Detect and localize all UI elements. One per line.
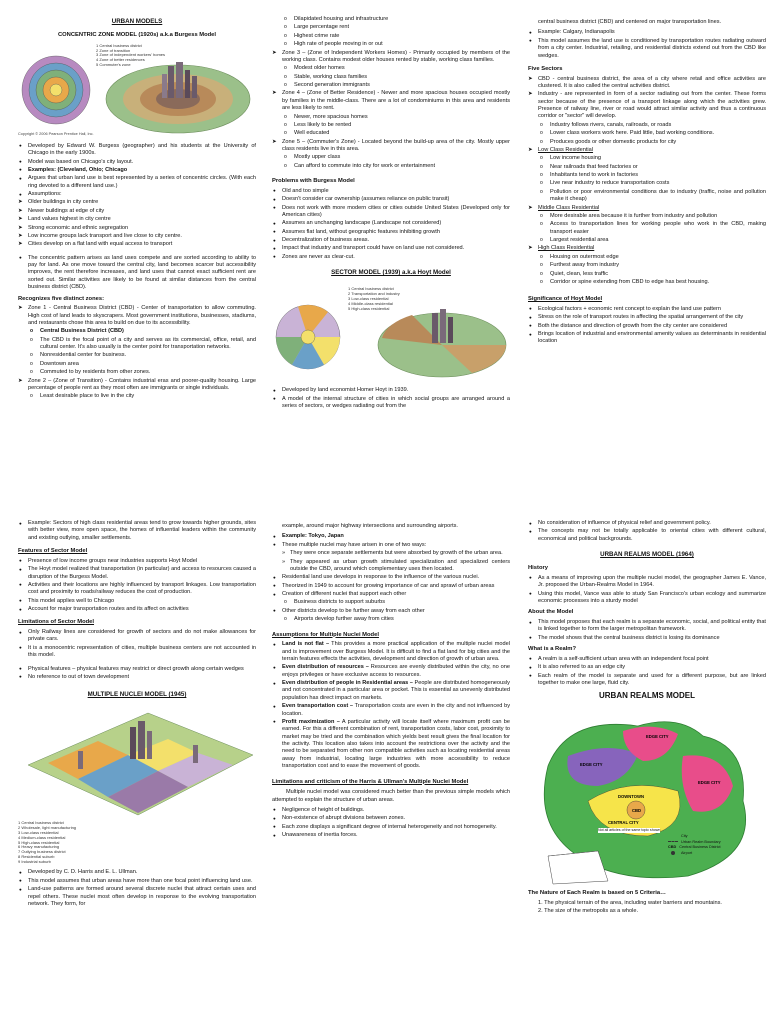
list-item: ● The model shows that the central business district is losing its dominance: [528, 635, 766, 642]
list-item: ● Land is not flat – This provides a more practical application of the multiple nuclei model and is improvement over Burgess Model. It is difficult to find a flat land for big cities and the terrain features effects the activities, development and direction of growth of urban area.: [272, 641, 510, 663]
list-item: ● Brings location of industrial and environmental amenity values as determinants in residential location: [528, 331, 766, 346]
list-item: ● Old and too simple: [272, 188, 510, 195]
list-item: ● Creation of different nuclei that support each other: [272, 591, 510, 598]
sector-model-heading: SECTOR MODEL (1939) a.k.a Hoyt Model: [331, 269, 451, 277]
five-sectors-heading: Five Sectors: [528, 65, 563, 72]
list-item: ● This model assumes the land use is conditioned by transportation routes radiating outward from a city center. Industrial, retailing, and residential districts extend out from the CBD like wedges.: [528, 38, 766, 60]
zone-3: ➤ Zone 3 – (Zone of Independent Workers Homes) - Primarily occupied by members of the working class. Contains modest older houses rented by stable, working class families.: [272, 50, 510, 65]
list-item: ● Even transportation cost – Transportation costs are even in the city and not influenced by location.: [272, 703, 510, 718]
sector-info: [528, 29, 766, 60]
list-item: » They appeared as urban growth stimulated specialization and specialized centers outside the CBD, around which complementary uses then located.: [280, 559, 510, 574]
legend-item: CBD Central Business District: [668, 845, 721, 850]
legend-item: 2 Transportation and industry: [348, 291, 400, 297]
list-item: ➤ Low income groups lack transport and live close to city centre.: [18, 233, 256, 240]
urban-realms-figure-title: URBAN REALMS MODEL: [599, 691, 695, 701]
legend-item: 2 Zone of transition: [96, 47, 131, 53]
list-item: o Less likely to be rented: [272, 122, 510, 129]
list-item: ● Developed by Edward W. Burgess (geographer) and his students at the University of Chicago in the early 1900s.: [18, 143, 256, 158]
list-item: ● Profit maximization – A particular activity will locate itself where maximum profit can be earned. For this a different combination of rent, transportation costs, labor cost, proximity to market may be tried and the combination which yields best result gives the final location for the activity. This location also takes into account the restrictions over the activity and the need to be separated from other non compatible activities such as locating residential areas away from industrial, locating large industries with more accessibility to reduce transportation cost and to ease the movement of goods.: [272, 719, 510, 771]
sector-high-class: ➤ High Class Residential: [528, 245, 766, 252]
page1-column-1: [18, 16, 256, 506]
page1-column-3: [528, 16, 766, 506]
list-item: » They were once separate settlements but were absorbed by growth of the urban area.: [280, 550, 510, 557]
list-item: ● Theorized in 1949 to account for growing importance of car and sprawl of urban areas: [272, 583, 510, 590]
page-2: [0, 512, 768, 1024]
list-item: o Largest residential area: [528, 237, 766, 244]
list-item: ● Unawareness of inertia forces.: [272, 832, 510, 839]
list-item: o Housing on outermost edge: [528, 254, 766, 261]
sector-industry: ➤ Industry - are represented in form of a sector radiating out from the center. These forms sector because of the presence of a transport linkage along which the activities grew. Presence of railway line, river or road would attract similar activity and thus a continuous corridor or "sector" will develop.: [528, 91, 766, 121]
list-item: o Business districts to support suburbs: [272, 599, 510, 606]
list-item: o Quiet, clean, less traffic: [528, 271, 766, 278]
list-item: o Pollution or poor environmental conditions due to industry (traffic, noise and pollution make it cheap): [528, 189, 766, 204]
legend-item: 4 Middle-class residential: [348, 300, 393, 306]
zone-5: ➤ Zone 5 – (Commuter's Zone) - Located beyond the build-up area of the city. Mostly upper class residents live in this area.: [272, 139, 510, 154]
list-item: ● This model proposes that each realm is a separate economic, social, and political entity that is linked together to form the larger metropolitan framework.: [528, 619, 766, 634]
list-item: ● Land-use patterns are formed around several discrete nuclei that attract certain uses and repel others. These nuclei most often develop in response to the evolving transportation network. They form, for: [18, 886, 256, 908]
list-item: o Highest crime rate: [272, 33, 510, 40]
list-item: ● Argues that urban land use is best represented by a series of concentric circles. (With each ring devoted to a different land use.): [18, 175, 256, 190]
list-item: ● No reference to out of town development: [18, 674, 256, 681]
page2-column-1: [18, 520, 256, 1010]
sector-middle-class: ➤ Middle Class Residential: [528, 205, 766, 212]
list-item: ● Presence of low income groups near industries supports Hoyt Model: [18, 558, 256, 565]
multiple-nuclei-heading: MULTIPLE NUCLEI MODEL (1945): [87, 691, 187, 699]
central-city-label: CENTRAL CITY: [608, 819, 639, 825]
significance-heading: Significance of Hoyt Model: [528, 296, 603, 303]
legend-item: 3 Low-class residential: [348, 295, 389, 301]
concentric-zone-figure: [18, 44, 256, 139]
page2-column-2: [272, 520, 510, 1010]
list-item: ● Account for major transportation routes and its affect on activities: [18, 606, 256, 613]
list-item: o Furthest away from industry: [528, 262, 766, 269]
list-item: o Least desirable place to live in the city: [18, 393, 256, 400]
zones-list: [18, 305, 256, 401]
list-item: ● Developed by C. D. Harris and E. L. Ullman.: [18, 869, 256, 876]
list-item: ● Assumes an unchanging landscape (Landscape not considered): [272, 220, 510, 227]
assumptions-heading: Assumptions for Multiple Nuclei Model: [272, 631, 379, 638]
legend-item: 5 High-class residential: [18, 839, 60, 845]
list-item: o Newer, more spacious homes: [272, 114, 510, 121]
list-item: o Live near industry to reduce transportation costs: [528, 180, 766, 187]
legend-item: 7 Outlying business district: [18, 849, 66, 855]
zone-4: ➤ Zone 4 – (Zone of Better Residence) - Newer and more spacious houses occupied mostly by families in the middle-class. There are a lot of condominiums in this area and residents are less likely to rent.: [272, 90, 510, 112]
multiple-nuclei-bullets: [18, 869, 256, 908]
concentric-bullets: [18, 143, 256, 199]
legend-item: 3 Low-class residential: [18, 830, 59, 836]
list-item: o Lower class workers work here. Paid little, bad working conditions.: [528, 130, 766, 137]
list-item: o Airports develop further away from cities: [272, 616, 510, 623]
list-item: ● Only Railway lines are considered for growth of sectors and do not make allowances for private cars.: [18, 629, 256, 644]
zone2-more: [272, 16, 510, 170]
legend-item: 6 Heavy manufacturing: [18, 844, 60, 850]
legend-item: 4 Zone of better residences: [96, 57, 145, 63]
city-3d-illustration: [106, 62, 250, 133]
list-item: ● Non-existence of abrupt divisions between zones.: [272, 815, 510, 822]
realm-heading: What is a Realm?: [528, 646, 576, 653]
realm-regions: [544, 722, 745, 884]
paragraph: central business district (CBD) and centered on major transportation lines.: [538, 19, 722, 25]
list-item: o Central Business District (CBD): [18, 328, 256, 335]
problems-heading: Problems with Burgess Model: [272, 178, 355, 185]
list-item: ● Stress on the role of transport routes in affecting the spatial arrangement of the city: [528, 314, 766, 321]
legend-item: Airport: [668, 851, 721, 857]
legend-item: 4 Medium-class residential: [18, 834, 66, 840]
list-item: o Corridor or spine extending from CBD to edge has best housing.: [528, 279, 766, 286]
features-heading: Features of Sector Model: [18, 548, 88, 555]
zones-heading: Recognizes five distinct zones:: [18, 295, 105, 302]
multiple-nuclei-legend: [18, 821, 76, 864]
features-list: [18, 558, 256, 614]
list-item: ● Other districts develop to be further away from each other: [272, 608, 510, 615]
list-item: ● Residential land use develops in response to the influence of the various nuclei.: [272, 574, 510, 581]
zone-1: ➤ Zone 1 - Central Business District (CBD) - Center of transportation to allow commuting. High cost of land leads to skyscrapers. Most government institutions, businesses, stadiums, and restaurants chose this area to build on due to its accessibility.: [18, 305, 256, 327]
limitations-heading: Limitations of Sector Model: [18, 619, 95, 626]
list-item: o High rate of people moving in or out: [272, 41, 510, 48]
list-item: ● The Hoyt model realized that transportation (in particular) and access to resources caused a disruption of the Burgess Model.: [18, 566, 256, 581]
list-item: ● This model assumes that urban areas have more than one focal point influencing land use.: [18, 878, 256, 885]
list-item: ● Even distribution of resources – Resources are evenly distributed within the city, no one enjoys privileges or have exclusive access to resources.: [272, 664, 510, 679]
sector-legend: [348, 287, 400, 311]
list-item: ● Example: Calgary, Indianapolis: [528, 29, 766, 36]
list-item: o More desirable area because it is further from industry and pollution: [528, 213, 766, 220]
list-item: ● A model of the internal structure of cities in which social groups are arranged around a series of sectors, or wedges radiating out from the: [272, 396, 510, 411]
sector-low-class: ➤ Low Class Residential: [528, 147, 766, 154]
criticism-heading: Limitations and criticism of the Harris & Ullman's Multiple Nuclei Model: [272, 778, 469, 785]
criticism-list: [272, 807, 510, 840]
list-item: ● No consideration of influence of physical relief and government policy.: [528, 520, 766, 527]
list-item: ➤ Older buildings in city centre: [18, 199, 256, 206]
list-item: o Stable, working class families: [272, 74, 510, 81]
sector-model-figure: [272, 283, 510, 383]
assumptions-list: [18, 199, 256, 248]
paragraph: 2. The size of the metropolis as a whole.: [538, 907, 639, 914]
list-item: ● Decentralization of business areas.: [272, 237, 510, 244]
legend-item: 1 Central business district: [96, 42, 142, 48]
urban-realms-figure: [528, 706, 766, 886]
list-item: ● It is also referred to as an edge city: [528, 664, 766, 671]
list-item: ● Example: Sectors of high class residential areas tend to grow towards higher grounds, sites with better view, more open space, the homes of influential leaders within the community and existing outlying, smaller settlements.: [18, 520, 256, 542]
concentric-rings: [22, 56, 90, 124]
assumptions-nuclei-list: [272, 641, 510, 770]
list-item: ● Examples: (Cleveland, Ohio; Chicago: [18, 167, 256, 174]
limitations-list: [18, 629, 256, 660]
zone-2: ➤ Zone 2 – (Zone of Transition) - Contains industrial eras and poorer-quality housing. Large percentage of people rent as they most often are immigrants or single individuals.: [18, 378, 256, 393]
legend-item: 5 High-class residential: [348, 305, 390, 311]
list-item: o Second generation immigrants: [272, 82, 510, 89]
concentric-pattern: [18, 255, 256, 292]
edge-city-top-label: EDGE CITY: [646, 733, 669, 739]
multiple-nuclei-figure: [18, 705, 256, 865]
list-item: o Industry follows rivers, canals, railroads, or roads: [528, 122, 766, 129]
list-item: ● Physical features – physical features may restrict or direct growth along certain wedges: [18, 666, 256, 673]
sector-wedges: [276, 305, 340, 369]
list-item: ● Ecological factors + economic rent concept to explain the land use pattern: [528, 306, 766, 313]
legend-item: 8 Residential suburb: [18, 854, 55, 860]
list-item: o Well educated: [272, 130, 510, 137]
list-item: o Inhabitants tend to work in factories: [528, 172, 766, 179]
list-item: ● Assumes flat land, without geographic features inhibiting growth: [272, 229, 510, 236]
list-item: ● These multiple nuclei may have arisen in one of two ways:: [272, 542, 510, 549]
five-sectors-list: [528, 76, 766, 287]
nuclei-3d-illustration: [28, 713, 253, 815]
list-item: ● Example: Tokyo, Japan: [272, 533, 510, 540]
list-item: o Modest older homes: [272, 65, 510, 72]
about-list: [528, 619, 766, 642]
list-item: ● Each realm of the model is separate and used for a different purpose, but are linked together to make one large, fluid city.: [528, 673, 766, 688]
cbd-label: CBD: [632, 807, 642, 813]
page1-column-2: [272, 16, 510, 506]
legend-item: 9 Industrial suburb: [18, 858, 51, 864]
paragraph: ● The concentric pattern arises as land uses compete and are sorted according to ability to pay for land. As one move toward the central city, land becomes scarcer but accessibility improves, the rent therefore increases, and land uses that cannot exact sufficient rent are sorted out. Similar activities are likely to be found at similar distances from the central business district (CBD).: [18, 255, 256, 292]
significance-list: [528, 306, 766, 346]
list-item: o Can afford to commute into city for work or entertainment: [272, 163, 510, 170]
list-item: o Dilapidated housing and infrastructure: [272, 16, 510, 23]
list-item: ● As a means of improving upon the multiple nuclei model, the geographer James E. Vance, Jr. proposed the Urban-Realms Model in 1964.: [528, 575, 766, 590]
list-item: ➤ Land values highest in city centre: [18, 216, 256, 223]
concentric-model-heading: CONCENTRIC ZONE MODEL (1920s) a.k.a Burgess Model: [57, 32, 217, 39]
list-item: ● It is a monocentric representation of cities, multiple business centers are not accounted in this model.: [18, 645, 256, 660]
list-item: ● Doesn't consider car ownership (assumes reliance on public transit): [272, 196, 510, 203]
urban-realms-heading: URBAN REALMS MODEL (1964): [600, 551, 694, 559]
list-item: ➤ Newer buildings at edge of city: [18, 208, 256, 215]
list-item: o Produces goods or other domestic products for city: [528, 139, 766, 146]
list-item: o Large percentage rent: [272, 24, 510, 31]
paragraph: Multiple nuclei model was considered much better than the previous simple models which attempted to explain the structure of urban areas.: [272, 789, 510, 803]
doc-title: URBAN MODELS: [111, 18, 163, 25]
list-item: o The CBD is the focal point of a city and serves as its commercial, office, retail, and cultural center. It's also usually is the center point for transportation networks.: [18, 337, 256, 352]
list-item: ● Both the distance and direction of growth from the city center are considered: [528, 323, 766, 330]
urban-realms-legend: [668, 834, 721, 857]
list-item: ● Assumptions:: [18, 191, 256, 198]
list-item: ● Impact that industry and transport could have on land use not considered.: [272, 245, 510, 252]
list-item: o Commuted to by residents from other zones.: [18, 369, 256, 376]
list-item: o Mostly upper class: [272, 154, 510, 161]
list-item: ● This model applies well to Chicago: [18, 598, 256, 605]
list-item: ● A realm is a self-sufficient urban area with an independent focal point: [528, 656, 766, 663]
nature-heading: The Nature of Each Realm is based on 5 Criteria…: [528, 889, 666, 896]
paragraph: 1. The physical terrain of the area, including water barriers and mountains.: [538, 899, 722, 906]
list-item: ➤ Cities develop on a flat land with equal access to transport: [18, 241, 256, 248]
downtown-label: DOWNTOWN: [618, 793, 644, 799]
list-item: o Nonresidential center for business.: [18, 352, 256, 359]
list-item: ● Even distribution of people in Residential areas – People are distributed homogeneously and not concentrated in a particular area or pocket. This is essential as unevenly distributed population has direct impact on markets.: [272, 680, 510, 702]
urban-realms-note: Not all articles of the same topic shown: [598, 827, 661, 832]
edge-city-left-label: EDGE CITY: [580, 761, 603, 767]
urban-realms-diagram: [528, 706, 766, 886]
list-item: o Downtown area: [18, 361, 256, 368]
list-item: ● Does not work with more modern cities or cities outside United States (Developed only for American cities): [272, 205, 510, 220]
list-item: ● Developed by land economist Homer Hoyt in 1939.: [272, 387, 510, 394]
list-item: ● Zones are never as clear-cut.: [272, 254, 510, 261]
legend-item: Urban Realm Boundary: [668, 840, 721, 846]
list-item: o Near railroads that feed factories or: [528, 164, 766, 171]
paragraph: example, around major highway intersections and surrounding airports.: [282, 523, 458, 529]
list-item: o Access to transportation lines for working people who work in the CBD, making transport easier: [528, 221, 766, 236]
legend-item: City: [668, 834, 721, 840]
list-item: ● Each zone displays a significant degree of internal heterogeneity and not homogeneity.: [272, 824, 510, 831]
list-item: ● Activities and their locations are highly influenced by transport linkages. Low transportation cost and proximity to roads/railway reduces the cost of production.: [18, 582, 256, 597]
figure-credit: Copyright © 2006 Pearson Prentice Hall, Inc.: [18, 131, 94, 136]
list-item: ➤ Strong economic and ethnic segregation: [18, 225, 256, 232]
list-item: o Low income housing: [528, 155, 766, 162]
page2-column-3: [528, 520, 766, 1020]
sector-cbd: ➤ CBD - central business district, the area of a city where retail and office activities are clustered. It is also called the central activities district.: [528, 76, 766, 91]
edge-city-right-label: EDGE CITY: [698, 779, 721, 785]
legend-item: 3 Zone of independent workers' homes: [96, 52, 166, 58]
sector-3d-illustration: [378, 309, 506, 377]
legend-item: 1 Central business district: [348, 286, 394, 292]
sector-bullets: [272, 387, 510, 410]
criticism-more: [528, 520, 766, 543]
legend-item: 1 Central business district: [18, 820, 64, 826]
concentric-legend: [96, 44, 165, 68]
realm-list: [528, 656, 766, 688]
nuclei-info: [272, 533, 510, 623]
limitations-list-2: [18, 666, 256, 682]
list-item: ● Model was based on Chicago's city layout.: [18, 159, 256, 166]
list-item: ● Using this model, Vance was able to study San Francisco's urban ecology and summarize economic processes into a sturdy model: [528, 591, 766, 606]
list-item: ● Negligence of height of buildings.: [272, 807, 510, 814]
problems-list: [272, 188, 510, 261]
list-item: ● The concepts may not be totally applicable to oriental cities with different cultural, economical and political backgrounds.: [528, 528, 766, 543]
legend-item: 5 Commuter's zone: [96, 62, 131, 68]
history-list: [528, 575, 766, 606]
legend-item: 2 Wholesale, light manufacturing: [18, 825, 77, 831]
sector-example: [18, 520, 256, 542]
history-heading: History: [528, 565, 548, 572]
about-heading: About the Model: [528, 609, 574, 616]
